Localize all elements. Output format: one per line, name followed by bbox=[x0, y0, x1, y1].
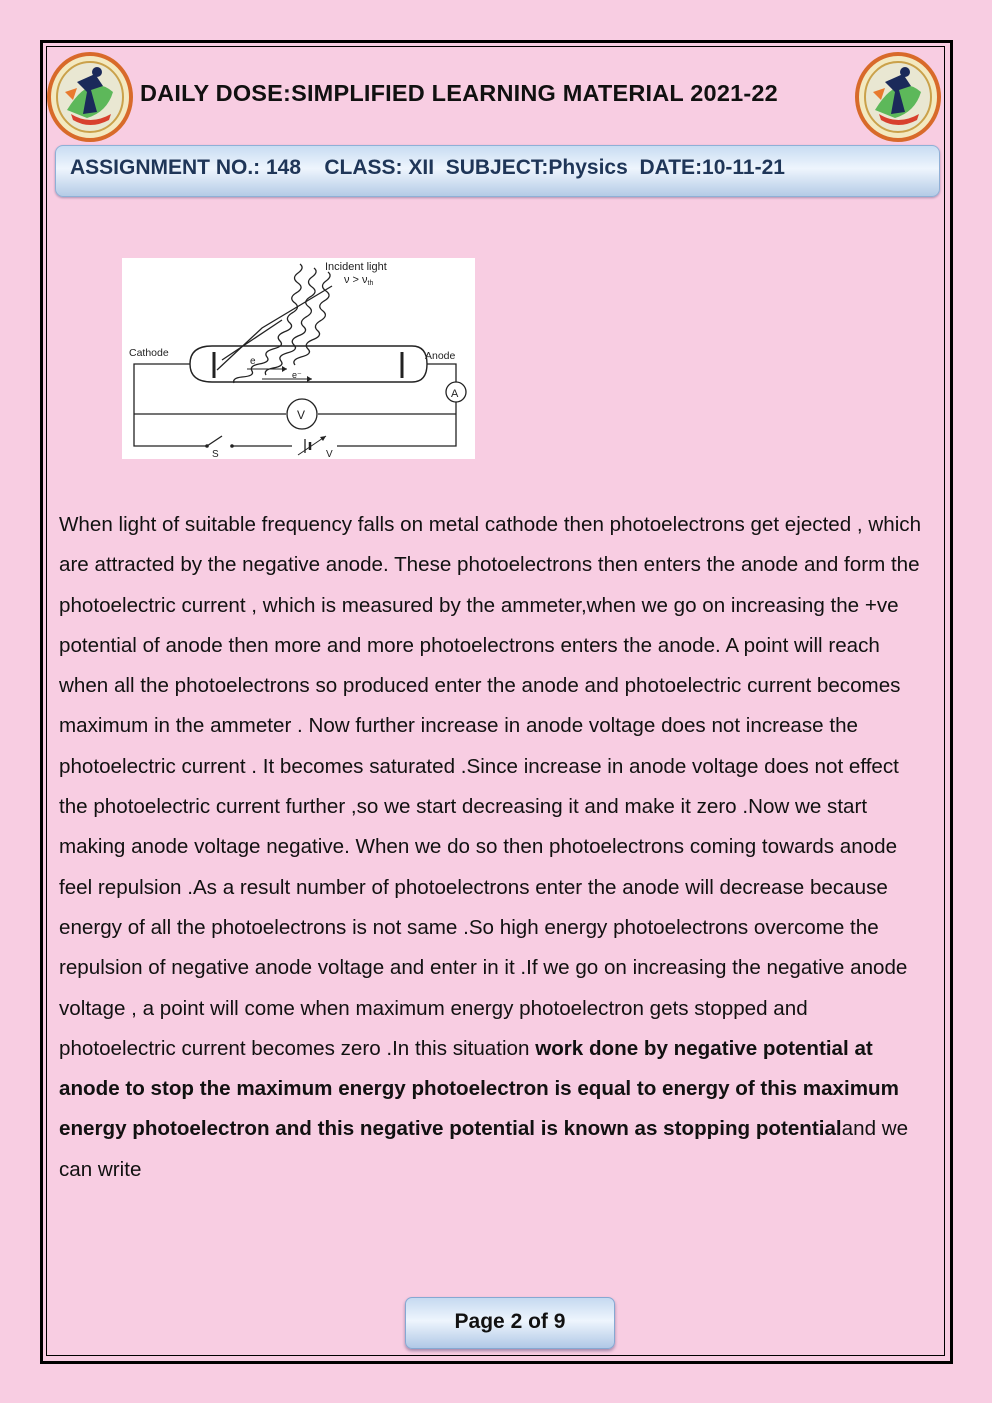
switch-lever bbox=[207, 436, 222, 446]
electron-label-2: e⁻ bbox=[292, 370, 302, 380]
cathode-label: Cathode bbox=[129, 347, 169, 359]
school-logo-icon bbox=[47, 52, 133, 142]
page-indicator: Page 2 of 9 bbox=[405, 1297, 615, 1349]
electron-label-1: e bbox=[250, 356, 256, 367]
voltmeter-label: V bbox=[297, 408, 306, 422]
photoelectric-diagram bbox=[122, 258, 475, 459]
incident-light-rays bbox=[217, 264, 332, 383]
body-text-part-2: and we can write bbox=[59, 1117, 909, 1181]
body-paragraph bbox=[59, 505, 929, 1190]
assignment-info: ASSIGNMENT NO.: 148 CLASS: XII SUBJECT:Physics DATE:10-11-21 bbox=[70, 156, 785, 179]
threshold-condition: ν > νth bbox=[344, 274, 374, 287]
battery-label: V bbox=[326, 449, 333, 459]
page-title: DAILY DOSE:SIMPLIFIED LEARNING MATERIAL 2021-22 bbox=[140, 80, 778, 106]
vacuum-tube bbox=[190, 346, 427, 382]
ammeter-label: A bbox=[451, 388, 459, 400]
assignment-bar bbox=[55, 145, 940, 197]
incident-light-label: Incident light bbox=[325, 261, 387, 273]
school-logo-icon-right bbox=[855, 52, 941, 142]
body-text-part-1: When light of suitable frequency falls on metal cathode then photoelectrons get ejected , which are attracted by the negative anode. These photoelectrons then enters the anode and form the photoelectric current , which is measured by the ammeter,when we go on increasing the +ve potential of anode then more and more photoelectrons enters the anode. A point will reach when all the photoelectrons so produced enter the anode and photoelectric current becomes maximum in the ammeter . Now further increase in anode voltage does not increase the photoelectric current . It becomes saturated .Since increase in anode voltage does not effect the photoelectric current further ,so we start decreasing it and make it zero .Now we start making anode voltage negative. When we do so then photoelectrons coming towards anode feel repulsion .As a result number of photoelectrons enter the anode will decrease because energy of all the photoelectrons is not same .So high energy photoelectrons overcome the repulsion of negative anode voltage and enter in it .If we go on increasing the negative anode voltage , a point will come when maximum energy photoelectron gets stopped and photoelectric current becomes zero .In this situation bbox=[59, 513, 922, 1060]
stopping-potential-definition: work done by negative potential at anode to stop the maximum energy photoelectron is equal to energy of this maximum energy photoelectron and this negative potential is known as stopping potential bbox=[59, 1036, 899, 1141]
switch-label: S bbox=[212, 449, 219, 459]
anode-label: Anode bbox=[425, 350, 456, 362]
